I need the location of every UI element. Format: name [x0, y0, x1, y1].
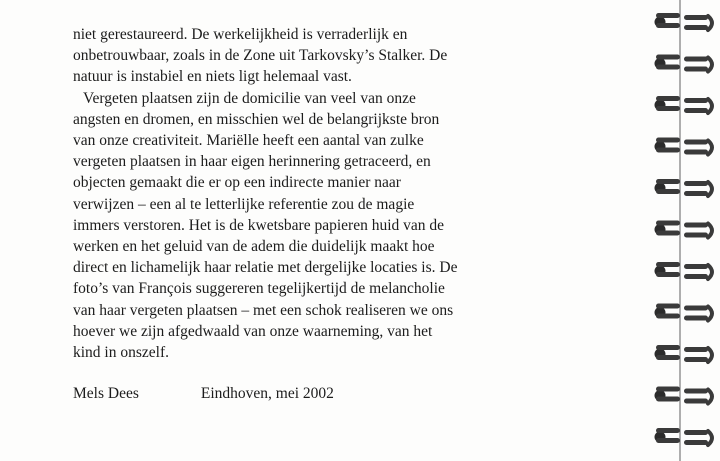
binding-loop-icon — [655, 13, 713, 30]
paragraph-2 — [73, 88, 613, 364]
place-date: Eindhoven, mei 2002 — [200, 385, 334, 402]
text-line: onbetrouwbaar, zoals in de Zone uit Tarkovsky’s Stalker. De — [73, 47, 448, 65]
text-line: hoever we zijn afgedwaald van onze waarneming, van het — [73, 322, 433, 340]
text-line: van haar vergeten plaatsen – met een schok realiseren we ons — [73, 301, 454, 319]
paragraph-1 — [73, 24, 613, 88]
binding-loop-icon — [655, 55, 713, 72]
binding-loop-icon — [655, 345, 713, 362]
text-line: Vergeten plaatsen zijn de domicilie van veel van onze — [83, 89, 416, 107]
body-text — [73, 24, 613, 363]
text-line: immers verstoren. Het is de kwetsbare papieren huid van de — [73, 216, 445, 234]
binding-loop-icon — [655, 428, 713, 445]
binding-loop-icon — [655, 387, 713, 404]
signature-line — [73, 383, 334, 404]
text-line: verwijzen – een al te letterlijke referentie zou de magie — [73, 195, 415, 213]
text-line: foto’s van François suggereren tegelijkertijd de melancholie — [73, 280, 445, 298]
binding-loop-icon — [655, 138, 713, 155]
text-line: van onze creativiteit. Mariëlle heeft een aantal van zulke — [73, 132, 424, 150]
text-line: objecten gemaakt die er op een indirecte manier naar — [73, 174, 401, 192]
text-line: angsten en dromen, en misschien wel de belangrijkste bron — [73, 110, 440, 128]
text-line: natuur is instabiel en niets ligt helemaal vast. — [73, 68, 352, 86]
text-line: direct en lichamelijk haar relatie met dergelijke locaties is. De — [73, 259, 458, 277]
binding-loop-icon — [655, 262, 713, 279]
binding-loop-icon — [655, 96, 713, 113]
text-line: niet gerestaureerd. De werkelijkheid is verraderlijk en — [73, 26, 408, 43]
text-line: kind in onszelf. — [73, 344, 169, 362]
binding-loop-icon — [655, 304, 713, 321]
spiral-binding-icon — [652, 0, 720, 461]
author-name: Mels Dees — [73, 385, 139, 402]
text-line: vergeten plaatsen in haar eigen herinnering getraceerd, en — [73, 153, 431, 171]
binding-loop-icon — [655, 221, 713, 238]
text-line: werken en het geluid van de adem die duidelijk maakt hoe — [73, 238, 435, 256]
binding-loop-icon — [655, 179, 713, 196]
